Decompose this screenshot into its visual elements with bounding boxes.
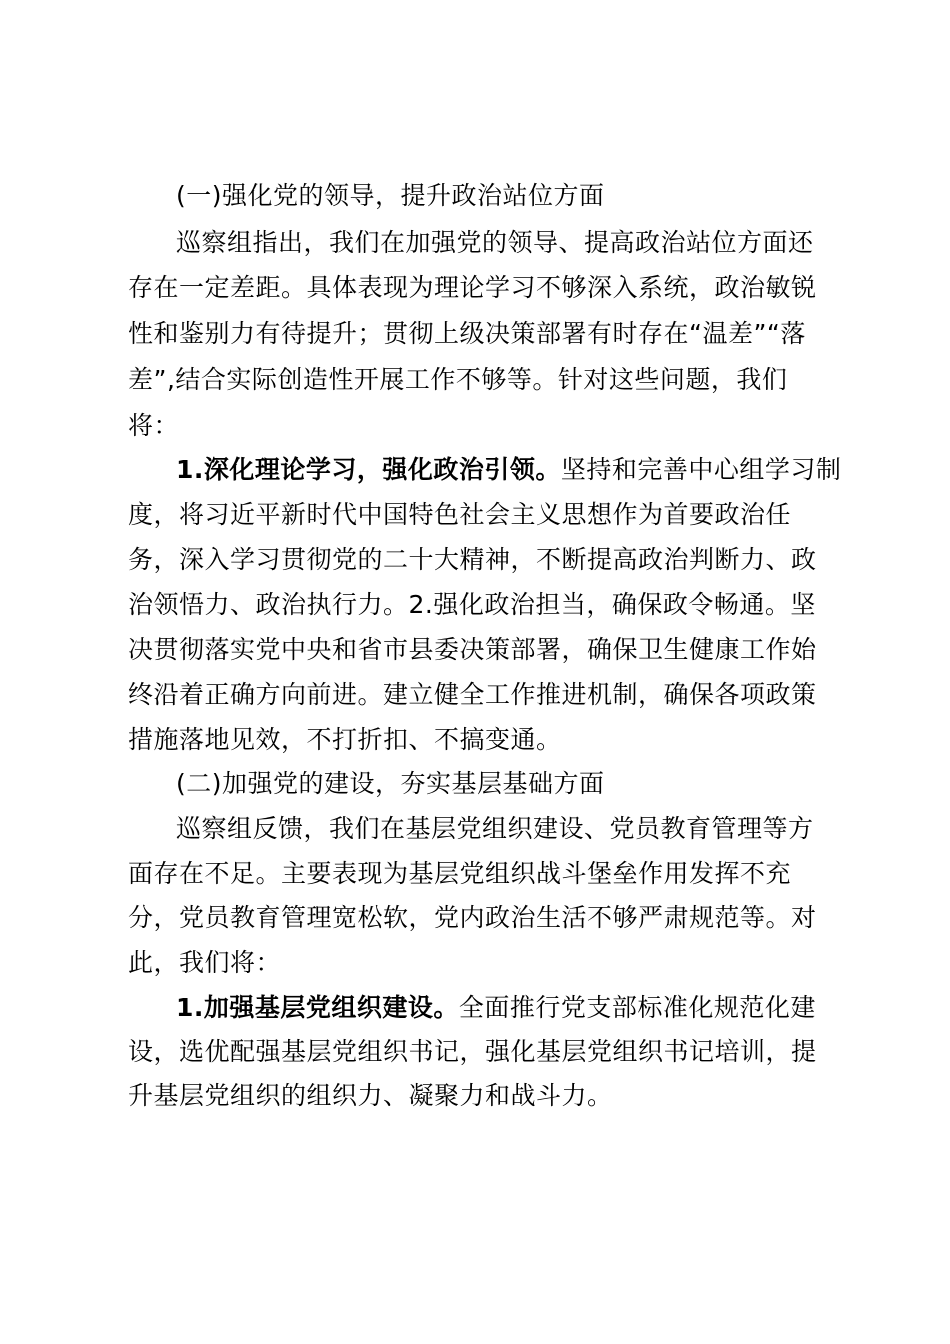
section-1-measure-line: 终沿着正确方向前进。建立健全工作推进机制，确保各项政策 [128, 680, 817, 709]
section-2-intro-line: 此，我们将： [128, 948, 282, 977]
section-1-intro-line: 巡察组指出，我们在加强党的领导、提高政治站位方面还 [176, 228, 814, 257]
section-2-intro-line: 面存在不足。主要表现为基层党组织战斗堡垒作用发挥不充 [128, 859, 792, 888]
section-2-measure-title: 1.加强基层党组织建设。 [176, 993, 459, 1022]
section-1-intro-line: 差”,结合实际创造性开展工作不够等。针对这些问题，我们 [128, 365, 788, 394]
section-2-measure-line [176, 990, 816, 1026]
section-1-measure-line [176, 452, 841, 488]
section-1-measure-text: 坚持和完善中心组学习制 [560, 455, 842, 484]
section-1-heading: (一)强化党的领导，提升政治站位方面 [176, 181, 605, 210]
section-2-heading: (二)加强党的建设，夯实基层基础方面 [176, 769, 605, 798]
section-2-measure-text: 全面推行党支部标准化规范化建 [458, 993, 816, 1022]
section-1-measure-line: 度，将习近平新时代中国特色社会主义思想作为首要政治任 [128, 500, 792, 529]
section-1-measure-line: 措施落地见效，不打折扣、不搞变通。 [128, 725, 562, 754]
section-2-measure-line: 设，选优配强基层党组织书记，强化基层党组织书记培训，提 [128, 1037, 817, 1066]
section-2-measure-line: 升基层党组织的组织力、凝聚力和战斗力。 [128, 1081, 613, 1110]
section-1-intro-line: 存在一定差距。具体表现为理论学习不够深入系统，政治敏锐 [128, 273, 817, 302]
section-1-measure-line: 治领悟力、政治执行力。2.强化政治担当，确保政令畅通。坚 [128, 590, 816, 619]
section-1-measure-line: 决贯彻落实党中央和省市县委决策部署，确保卫生健康工作始 [128, 635, 817, 664]
section-1-measure-title: 1.深化理论学习，强化政治引领。 [176, 455, 561, 484]
section-1-intro-line: 性和鉴别力有待提升；贯彻上级决策部署有时存在“温差”“落 [128, 319, 806, 348]
section-1-intro-line: 将： [128, 411, 180, 440]
section-2-intro-line: 分，党员教育管理宽松软，党内政治生活不够严肃规范等。对 [128, 903, 817, 932]
section-2-intro-line: 巡察组反馈，我们在基层党组织建设、党员教育管理等方 [176, 814, 814, 843]
section-1-measure-line: 务，深入学习贯彻党的二十大精神，不断提高政治判断力、政 [128, 545, 817, 574]
